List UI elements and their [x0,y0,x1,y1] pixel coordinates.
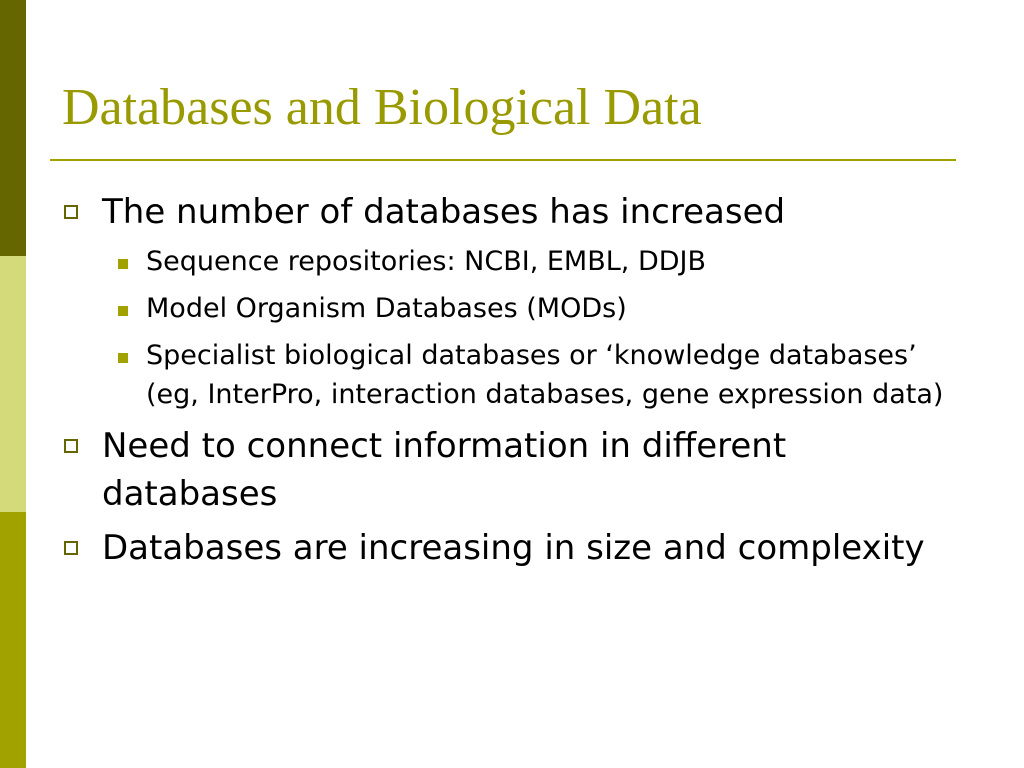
sub-bullet-list [62,242,962,414]
sub-bullet-text: Specialist biological databases or ‘knowledge databases’ (eg, InterPro, interaction databases, gene expression data) [146,340,944,410]
bullet-text: The number of databases has increased [102,192,786,232]
bullet-text: Need to connect information in different databases [102,426,787,514]
sub-bullet-text: Sequence repositories: NCBI, EMBL, DDJB [146,246,707,277]
bullet-item [62,524,962,572]
sub-bullet-item [62,242,962,281]
hollow-square-icon [64,205,78,219]
title-divider [50,159,956,161]
side-bar-middle [0,256,26,512]
sub-bullet-text: Model Organism Databases (MODs) [146,293,627,324]
hollow-square-icon [64,439,78,453]
sub-bullet-item [62,336,962,414]
bullet-item [62,422,962,518]
slide-title: Databases and Biological Data [62,79,702,136]
side-bar-bottom [0,512,26,768]
bullet-text: Databases are increasing in size and complexity [102,528,925,568]
hollow-square-icon [64,541,78,555]
slide-content [62,188,962,578]
side-bar-top [0,0,26,256]
filled-square-icon [118,353,128,363]
bullet-item [62,188,962,236]
filled-square-icon [118,306,128,316]
sub-bullet-item [62,289,962,328]
filled-square-icon [118,259,128,269]
